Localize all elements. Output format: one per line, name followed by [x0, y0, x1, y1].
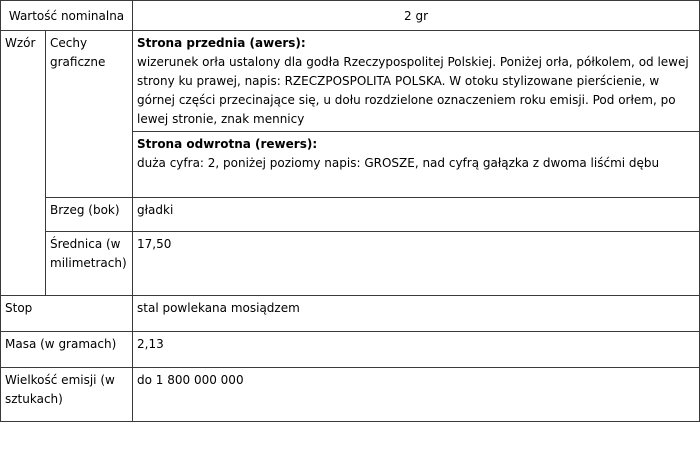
awers-text: wizerunek orła ustalony dla godła Rzeczypospolitej Polskiej. Poniżej orła, półkolem, od lewej strony ku prawej, napis: RZECZPOSPOLITA POLSKA. W otoku stylizowane pierścienie, w górnej części przecinające się, u dołu rozdzielone oznaczeniem roku emisji. Pod orłem, po lewej stronie, znak mennicy: [137, 55, 689, 126]
table-row-brzeg: [1, 198, 700, 232]
table-row-srednica: [1, 232, 700, 296]
rewers-title: Strona odwrotna (rewers):: [137, 137, 318, 151]
masa-label: Masa (w gramach): [1, 332, 133, 368]
stop-value: stal powlekana mosiądzem: [133, 296, 700, 332]
rewers-cell: [133, 132, 700, 198]
nominal-label: Wartość nominalna: [1, 1, 133, 31]
table-row-awers: [1, 31, 700, 132]
brzeg-label: Brzeg (bok): [46, 198, 133, 232]
table-row-nominal: [1, 1, 700, 31]
stop-label: Stop: [1, 296, 133, 332]
srednica-value: 17,50: [133, 232, 700, 296]
rewers-text: duża cyfra: 2, poniżej poziomy napis: GROSZE, nad cyfrą gałązka z dwoma liśćmi dębu: [137, 156, 660, 170]
table-row-wielkosc-emisji: [1, 368, 700, 422]
wielkosc-emisji-label: Wielkość emisji (w sztukach): [1, 368, 133, 422]
cechy-graficzne-label: Cechy graficzne: [46, 31, 133, 198]
awers-title: Strona przednia (awers):: [137, 36, 306, 50]
wzor-label: Wzór: [1, 31, 46, 296]
nominal-value: 2 gr: [133, 1, 700, 31]
brzeg-value: gładki: [133, 198, 700, 232]
table-row-masa: [1, 332, 700, 368]
awers-cell: [133, 31, 700, 132]
wielkosc-emisji-value: do 1 800 000 000: [133, 368, 700, 422]
masa-value: 2,13: [133, 332, 700, 368]
srednica-label: Średnica (w milimetrach): [46, 232, 133, 296]
table-row-stop: [1, 296, 700, 332]
